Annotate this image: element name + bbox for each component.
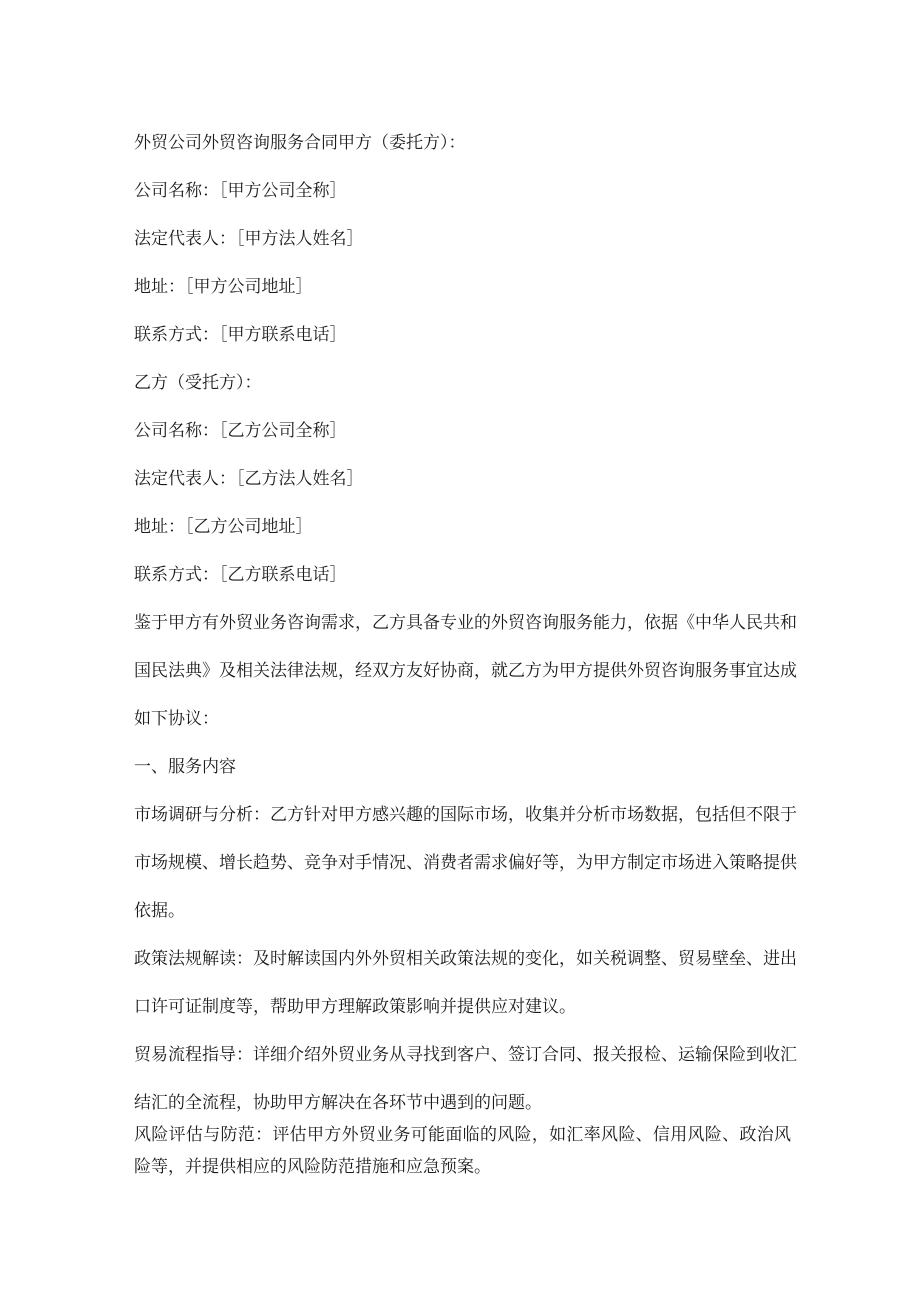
party-b-legal-rep: 法定代表人：［乙方法人姓名］ bbox=[134, 469, 364, 489]
party-b-address: 地址：［乙方公司地址］ bbox=[134, 517, 313, 537]
party-a-legal-rep: 法定代表人：［甲方法人姓名］ bbox=[134, 229, 364, 249]
document-title: 外贸公司外贸咨询服务合同甲方（委托方）： bbox=[134, 133, 466, 153]
preamble-line: 国民法典》及相关法律法规，经双方友好协商，就乙方为甲方提供外贸咨询服务事宜达成 bbox=[134, 661, 797, 681]
trade-process-line: 结汇的全流程，协助甲方解决在各环节中遇到的问题。 bbox=[134, 1093, 542, 1113]
party-a-company: 公司名称：［甲方公司全称］ bbox=[134, 181, 347, 201]
risk-line: 风险评估与防范：评估甲方外贸业务可能面临的风险，如汇率风险、信用风险、政治风 bbox=[134, 1125, 791, 1145]
policy-line: 口许可证制度等，帮助甲方理解政策影响并提供应对建议。 bbox=[134, 997, 576, 1017]
market-research-line: 依据。 bbox=[134, 901, 185, 921]
policy-line: 政策法规解读：及时解读国内外外贸相关政策法规的变化，如关税调整、贸易壁垒、进出 bbox=[134, 949, 797, 969]
party-a-address: 地址：［甲方公司地址］ bbox=[134, 277, 313, 297]
risk-line: 险等，并提供相应的风险防范措施和应急预案。 bbox=[134, 1157, 491, 1177]
market-research-line: 市场规模、增长趋势、竞争对手情况、消费者需求偏好等，为甲方制定市场进入策略提供 bbox=[134, 853, 797, 873]
section-1-heading: 一、服务内容 bbox=[134, 757, 236, 777]
party-b-contact: 联系方式：［乙方联系电话］ bbox=[134, 565, 347, 585]
party-b-heading: 乙方（受托方）： bbox=[134, 373, 262, 393]
preamble-line: 如下协议： bbox=[134, 709, 219, 729]
market-research-line: 市场调研与分析：乙方针对甲方感兴趣的国际市场，收集并分析市场数据，包括但不限于 bbox=[134, 805, 797, 825]
preamble-line: 鉴于甲方有外贸业务咨询需求，乙方具备专业的外贸咨询服务能力，依据《中华人民共和 bbox=[134, 613, 797, 633]
party-b-company: 公司名称：［乙方公司全称］ bbox=[134, 421, 347, 441]
trade-process-line: 贸易流程指导：详细介绍外贸业务从寻找到客户、签订合同、报关报检、运输保险到收汇 bbox=[134, 1045, 797, 1065]
party-a-contact: 联系方式：［甲方联系电话］ bbox=[134, 325, 347, 345]
